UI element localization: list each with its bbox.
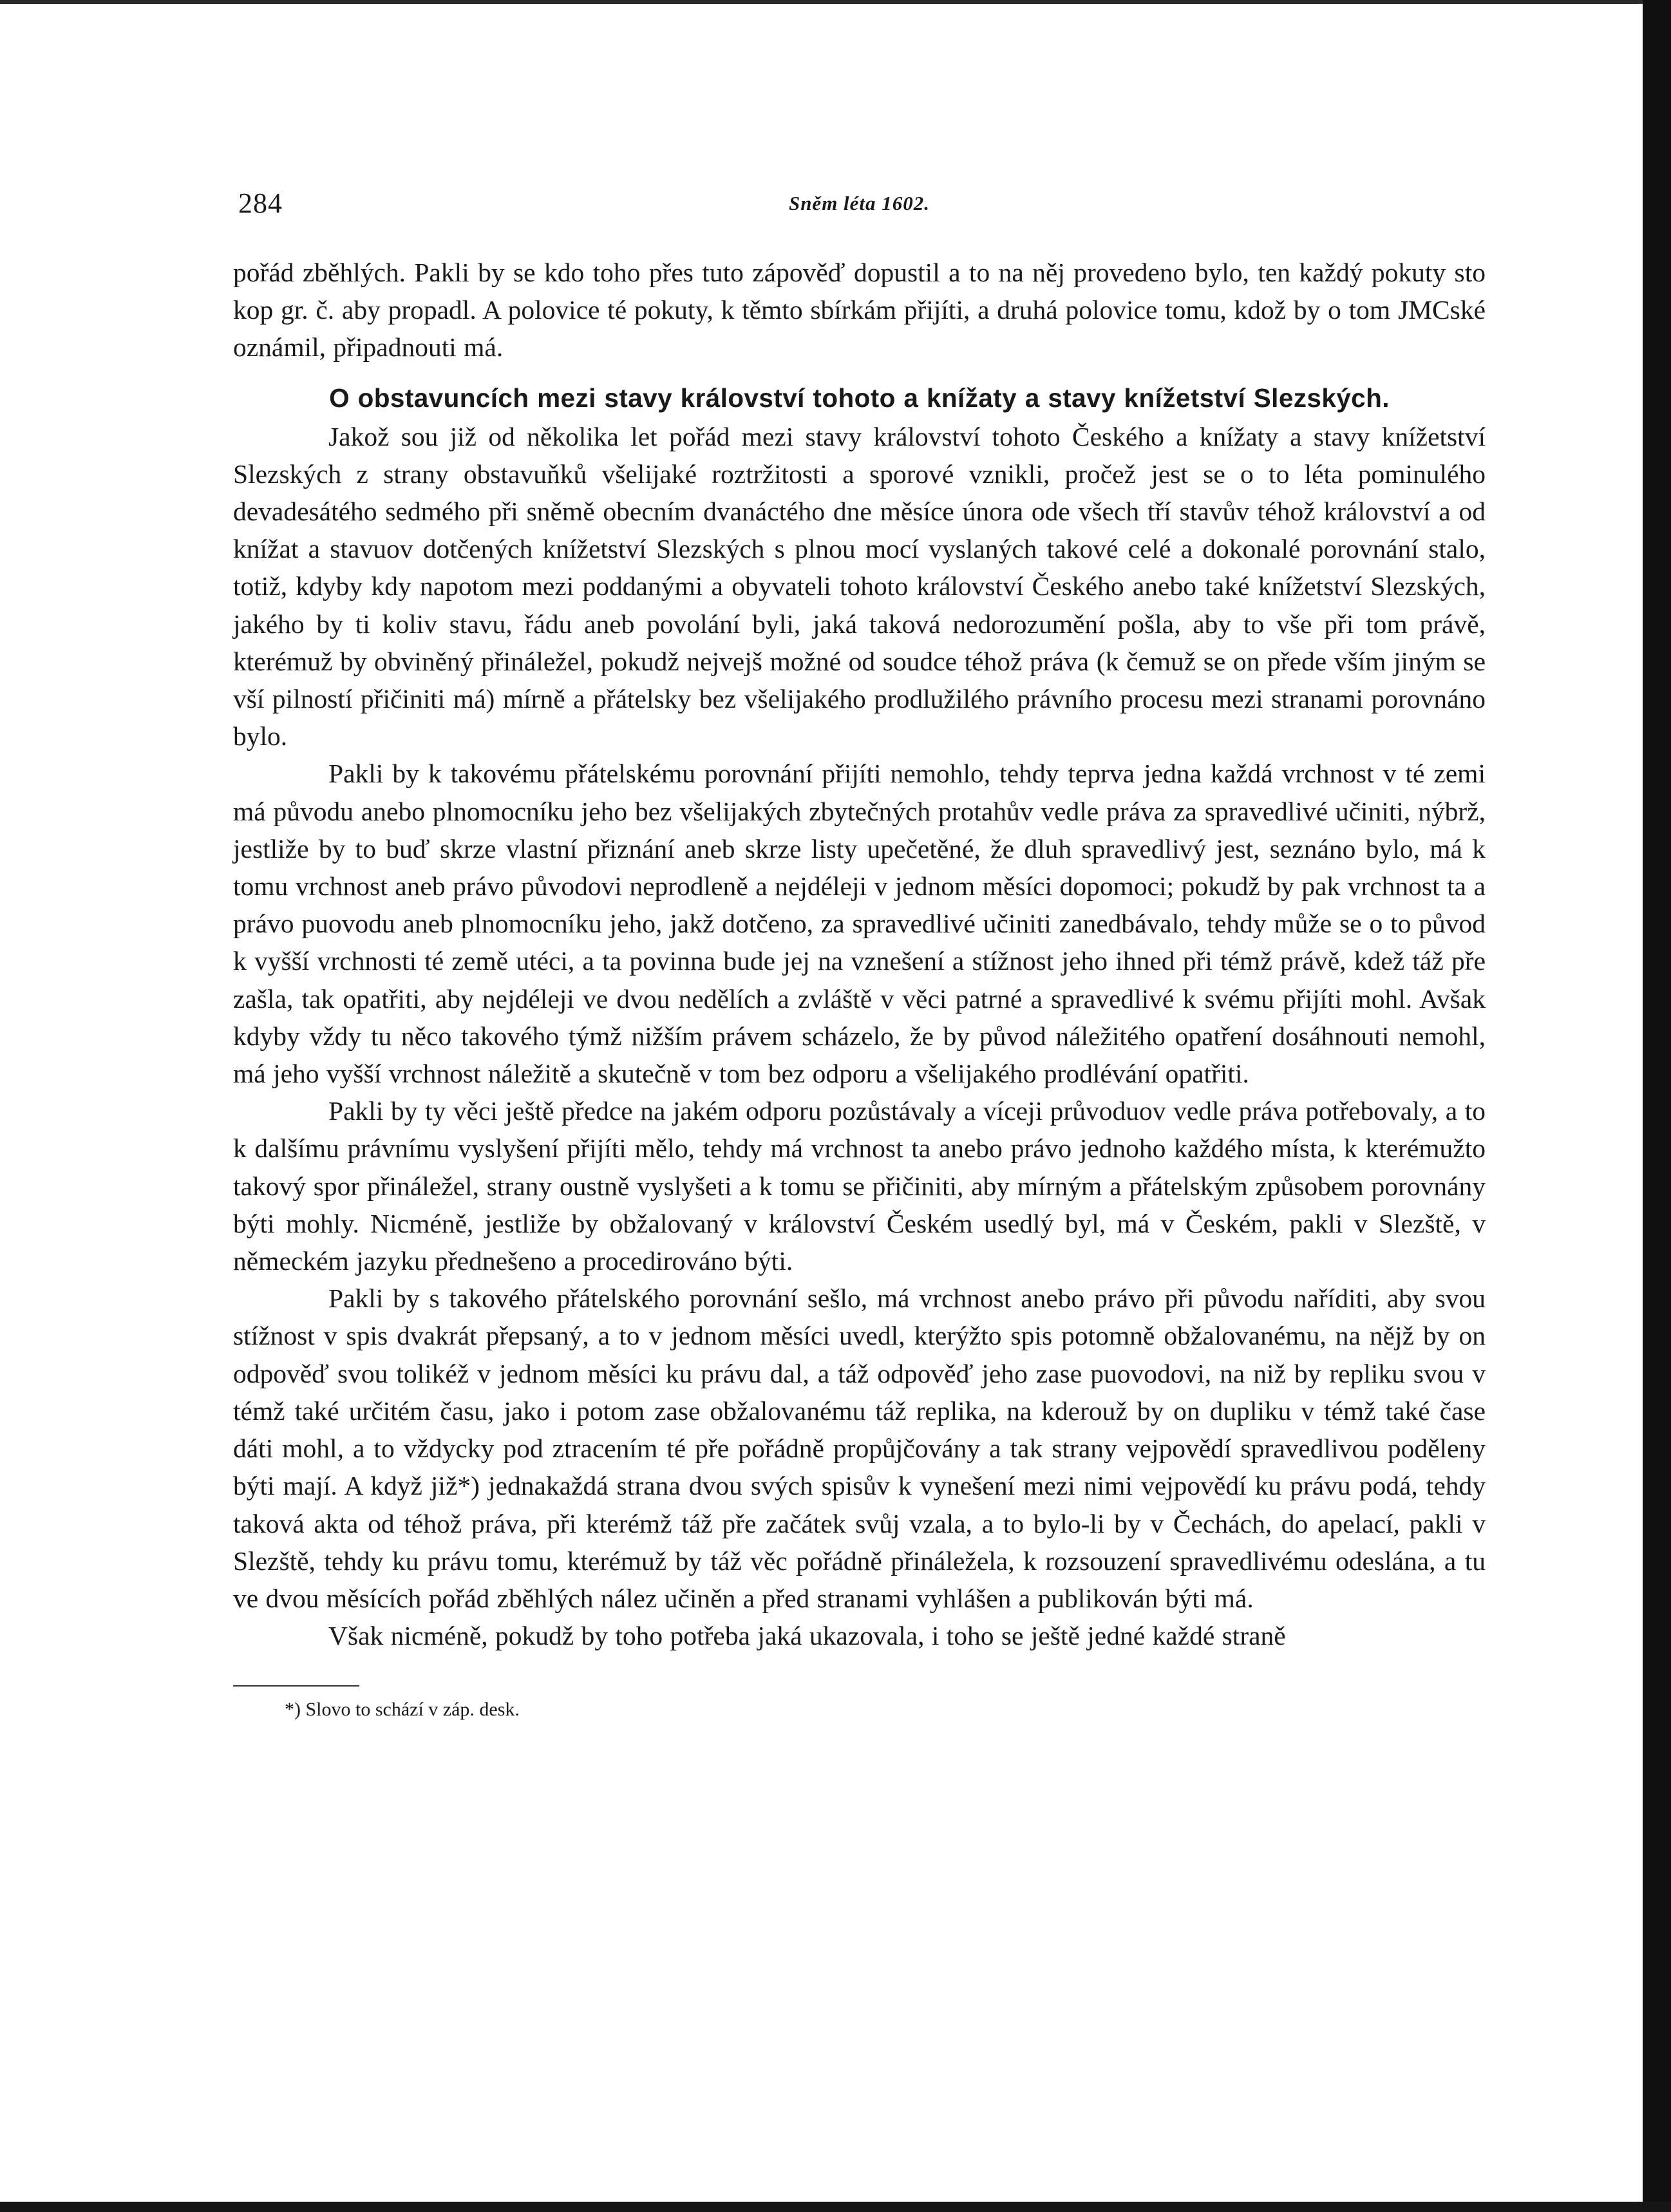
paragraph: Však nicméně, pokudž by toho potřeba jaká ukazovala, i toho se ještě jedné každé straně — [328, 1621, 1286, 1651]
paragraph: Pakli by k takovému přátelskému porovnání přijíti nemohlo, tehdy teprva jedna každá vrchnost v té zemi má původu anebo plnomocníku jeho bez všelijakých zbytečných protahův vedle práva za spravedlivé učiniti, nýbrž, jestliže by to buď skrze vlastní přiznání aneb skrze listy upečetěné, že dluh spravedlivý jest, seznáno bylo, má k tomu vrchnost aneb právo původovi neprodleně a nejdéleji v jednom měsíci dopomoci; pokudž by pak vrchnost ta a právo puovodu aneb plnomocníku jeho, jakž dotčeno, za spravedlivé učiniti zanedbávalo, tehdy může se o to původ k vyšší vrchnosti té země utéci, a ta povinna bude jej na vznešení a stížnost jeho ihned při témž právě, kdež táž pře zašla, tak opatřiti, aby nejdéleji ve dvou nedělích a zvláště v věci patrné a spravedlivé k svému přijíti mohl. Avšak kdyby vždy tu něco takového týmž nižším právem scházelo, že by původ náležitého opatření dosáhnouti nemohl, má jeho vyšší vrchnost náležitě a skutečně v tom bez odporu a všelijakého prodlévání opatřiti. — [233, 759, 1486, 1089]
page-number: 284 — [238, 187, 283, 219]
scan-border-top — [0, 0, 1671, 4]
scan-border-right — [1643, 0, 1671, 2212]
page-header — [233, 187, 1486, 225]
paragraph: Jakož sou již od několika let pořád mezi stavy království tohoto Českého a knížaty a stavy knížetství Slezských z strany obstavuňků všelijaké roztržitosti a sporové vznikli, pročež jest se o to léta pominulého devadesátého sedmého při sněmě obecním dvanáctého dne měsíce února ode všech tří stavův téhož království a od knížat a stavuov dotčených knížetství Slezských s plnou mocí vyslaných takové celé a dokonalé porovnání stalo, totiž, kdyby kdy napotom mezi poddanými a obyvateli tohoto království Českého anebo také knížetství Slezských, jakého by ti koliv stavu, řádu aneb povolání byli, jaká taková nedorozumění pošla, aby to vše při tom právě, kterémuž by obviněný přináležel, pokudž nejvejš možné od soudce téhož práva (k čemuž se on přede vším jiným se vší pilností přičiniti má) mírně a přátelsky bez všelijakého prodlužilého právního procesu mezi stranami porovnáno bylo. — [233, 421, 1486, 752]
paragraph-continued: pořád zběhlých. Pakli by se kdo toho přes tuto zápověď dopustil a to na něj provedeno bylo, ten každý pokuty sto kop gr. č. aby propadl. A polovice té pokuty, k těmto sbírkám přijíti, a druhá polovice tomu, kdož by o tom JMCské oznámil, připadnouti má. — [233, 258, 1486, 363]
paragraph: Pakli by s takového přátelského porovnání sešlo, má vrchnost anebo právo při původu naříditi, aby svou stížnost v spis dvakrát přepsaný, a to v jednom měsíci uvedl, kterýžto spis potomně obžalovanému, na nějž by on odpověď svou tolikéž v jednom měsíci ku právu dal, a táž odpověď jeho zase puovodovi, na niž by repliku svou v témž také určitém času, jako i potom zase obžalovanému táž replika, na kderouž by on dupliku v témž také čase dáti mohl, a to vždycky pod ztracením té pře pořádně propůjčovány a tak strany vejpovědí spravedlivou poděleny býti mají. A když již*) jednakaždá strana dvou svých spisův k vynešení mezi nimi vejpovědí ku právu podá, tehdy taková akta od téhož práva, při kterémž táž pře začátek svůj vzala, a to bylo-li by v Čechách, do apelací, pakli v Slezště, tehdy ku právu tomu, kterémuž by táž věc pořádně přináležela, k rozsouzení spravedlivému odeslána, a tu ve dvou měsících pořád zběhlých nález učiněn a před stranami vyhlášen a publikován býti má. — [233, 1283, 1486, 1613]
paragraph: Pakli by ty věci ještě předce na jakém odporu pozůstávaly a víceji průvoduov vedle práva potřebovaly, a to k dalšímu právnímu vyslyšení přijíti mělo, tehdy má vrchnost ta anebo právo jednoho každého místa, k kterémužto takový spor přináležel, strany oustně vyslyšeti a k tomu se přičiniti, aby mírným a přátelským způsobem porovnány býti mohly. Nicméně, jestliže by obžalovaný v království Českém usedlý byl, má v Českém, pakli v Slezště, v německém jazyku přednešeno a procedirováno býti. — [233, 1096, 1486, 1276]
document-page — [233, 187, 1486, 1723]
running-title: Sněm léta 1602. — [788, 192, 930, 214]
footnote-divider — [233, 1685, 359, 1687]
scan-border-bottom — [0, 2202, 1671, 2212]
section-heading: O obstavuncích mezi stavy království tohoto a knížaty a stavy knížetství Slezských. — [329, 383, 1390, 413]
body-text — [233, 254, 1486, 1654]
footnote: *) Slovo to schází v záp. desk. — [285, 1699, 520, 1721]
